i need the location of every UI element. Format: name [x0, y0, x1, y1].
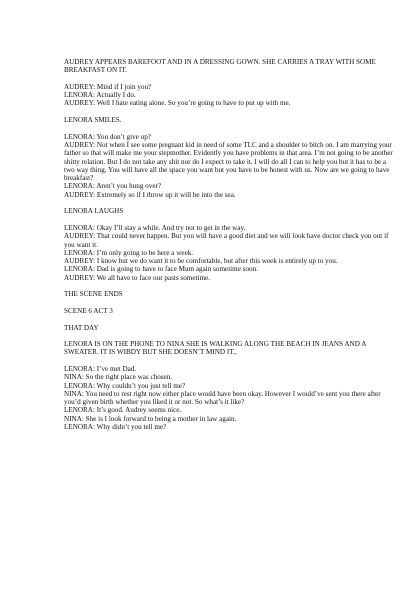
dialogue-line: AUDREY: Well I hate eating alone. So you’re going to have to put up with me. [64, 99, 291, 108]
text-line: LENORA SMILES. [64, 116, 122, 125]
text-line: AUDREY APPEARS BAREFOOT AND IN A DRESSING GOWN. SHE CARRIES A TRAY WITH SOME BREAKFAST ON IT. [64, 58, 376, 75]
dialogue-line: AUDREY: We all have to face our pasts sometime. [64, 273, 210, 282]
dialogue-line: AUDREY: That could never happen. But you will have a good diet and we will look have doctor check you out if you want it. [64, 232, 389, 249]
dialogue-line: LENORA: I’ve met Dad. [64, 364, 137, 373]
dialogue-line: LENORA: I’m only going to be here a week. [64, 248, 194, 257]
scene-end [64, 290, 394, 298]
stage-direction [64, 207, 394, 215]
dialogue-line: LENORA: It’s good. Audrey seems nice. [64, 406, 182, 415]
dialogue-block [64, 133, 394, 199]
dialogue-line: LENORA: Why didn’t you tell me? [64, 423, 167, 432]
stage-direction [64, 340, 394, 357]
script-text [64, 58, 394, 440]
dialogue-line: AUDREY: Mind if I join you? [64, 82, 152, 91]
dialogue-line: LENORA: Why couldn’t you just tell me? [64, 381, 186, 390]
text-line: LENORA IS ON THE PHONE TO NINA SHE IS WALKING ALONG THE BEACH IN JEANS AND A SWEATER. IT IS WIBDY BUT SHE DOESN’T MIND IT., [64, 340, 367, 357]
dialogue-line: AUDREY: Extremely so if I throw up it will be into the sea. [64, 190, 236, 199]
dialogue-line: AUDREY: Not when I see some pregnant kid in need of some TLC and a shoulder to bitch on. I am marrying your father so that will make me your stepmother. Evidently you have problems in that area. I’m not going to be another shitty relation. But I do not take any shit nor do I expect to take it. I will do all I can to help you but it has to be a two way thing. You will have all the space you want but you have to be honest with us. Now are we going to have breakfast? [64, 140, 393, 183]
dialogue-line: NINA: So the right place was chosen. [64, 373, 173, 382]
dialogue-line: AUDREY: I know but we do want it to be comfortable, but after this week is entirely up to you. [64, 257, 338, 266]
text-line: LENORA LAUGHS [64, 207, 124, 216]
dialogue-line: NINA: She is I look forward to being a mother in law again. [64, 414, 237, 423]
time-heading [64, 324, 394, 332]
text-line: SCENE 6 ACT 3 [64, 306, 113, 315]
dialogue-block [64, 224, 394, 282]
text-line: THE SCENE ENDS [64, 290, 123, 299]
scene-heading [64, 307, 394, 315]
dialogue-line: LENORA: Okay I’ll stay a while. And try not to get in the way. [64, 223, 246, 232]
text-line: THAT DAY [64, 323, 99, 332]
stage-direction [64, 116, 394, 124]
dialogue-line: LENORA: Dad is going to have to face Mum again sometime soon. [64, 265, 258, 274]
dialogue-block [64, 365, 394, 431]
dialogue-line: NINA: You need to rest right now either place would have been okay. However I would’ve sent you there after you’d given birth whether you liked it or not. So what’s it like? [64, 389, 381, 407]
dialogue-line: LENORA: You don’t give up? [64, 132, 151, 141]
dialogue-block [64, 83, 394, 108]
dialogue-line: LENORA: Aren’t you hung over? [64, 182, 162, 191]
dialogue-line: LENORA: Actually I do. [64, 91, 136, 100]
stage-direction [64, 58, 394, 75]
